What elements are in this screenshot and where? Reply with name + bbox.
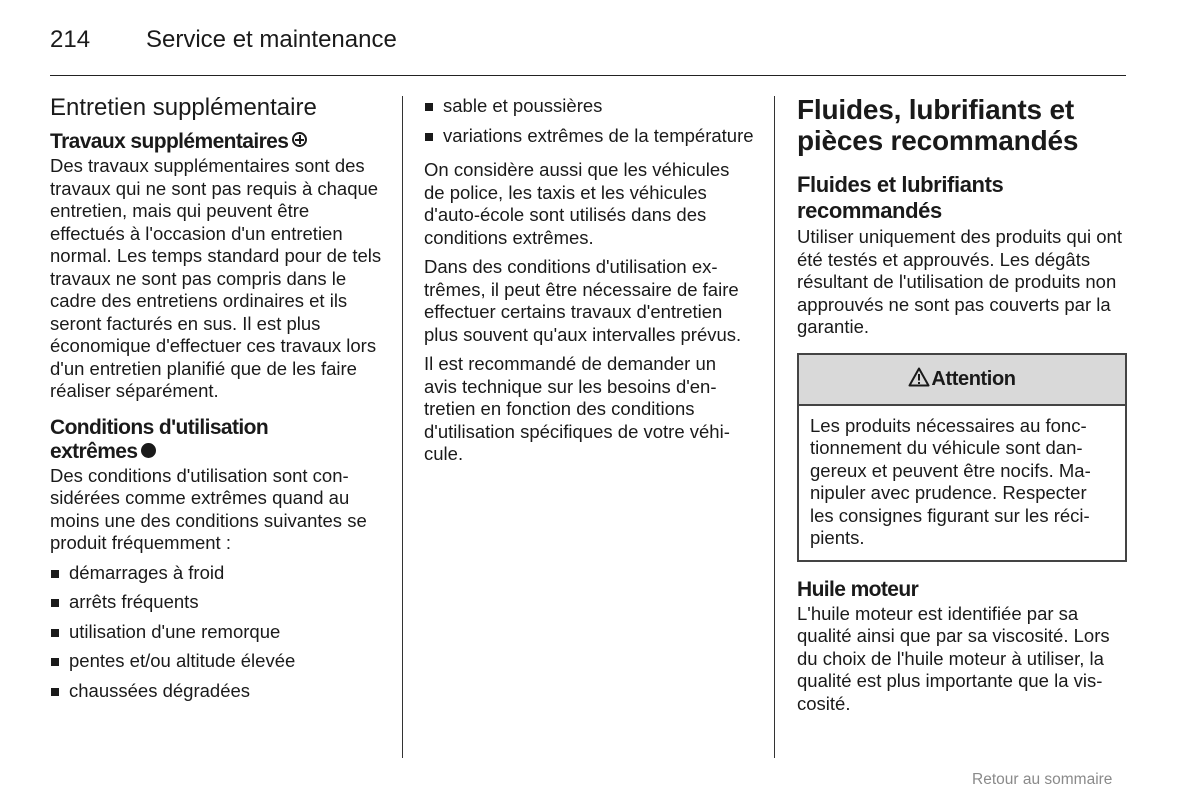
paragraph-huile: L'huile moteur est identifiée par sa qualité ainsi que par sa viscosité. Lors du choix de l'huile moteur à utiliser, la qualité est plus importante que la viscosité. [797,602,1110,714]
column-1 [50,94,384,710]
attention-box [797,353,1127,562]
section-heading-entretien: Entretien supplémentaire [50,94,317,121]
bullet-square-icon [51,629,59,637]
list-item: démarrages à froid [50,562,384,585]
list-item: chaussées dégradées [50,680,384,703]
list-item: pentes et/ou altitude élevée [50,650,384,673]
paragraph-travaux: Des travaux supplémentaires sont des travaux qui ne sont pas requis à chaque entretien, mais qui peuvent être effectués à l'occasion d'un entretien normal. Les temps standard pour de tels travaux ne sont pas compris dans le cadre des entretiens ordinaires et ils seront facturés en sus. Il est plus économique d'effectuer ces travaux lors d'un entretien planifié que de les faire réaliser séparément. [50,155,382,401]
column-3 [797,94,1127,722]
subheading-travaux: Travaux supplémentaires [50,130,384,154]
paragraph-vehicules: On considère aussi que les véhicules de police, les taxis et les véhicules d'auto-école sont utilisés dans des conditions extrêmes. [424,159,730,248]
header-divider [50,75,1126,76]
page-header [50,26,397,54]
subheading-fluides-lubrifiants: Fluides et lubrifiants recommandés [797,172,1004,223]
bullet-square-icon [51,658,59,666]
list-item: utilisation d'une remorque [50,621,384,644]
paragraph-conditions: Des conditions d'utilisation sont considérées comme extrêmes quand au moins une des conditions suivantes se produit fréquemment : [50,464,367,553]
page-number: 214 [50,26,91,53]
paragraph-avis-technique: Il est recommandé de demander un avis technique sur les besoins d'entretien en fonction des conditions d'utilisation spécifiques de votre véhicule. [424,353,730,464]
attention-text: Les produits nécessaires au fonctionnement du véhicule sont dangereux et peuvent être nocifs. Manipuler avec prudence. Respecter les consignes figurant sur les récipients. [810,414,1091,548]
column-divider-2 [774,96,775,758]
chapter-title: Service et maintenance [146,26,397,53]
list-item: sable et poussières [424,95,754,118]
attention-header [799,355,1125,406]
attention-title: Attention [931,367,1016,390]
paragraph-entretien-frequent: Dans des conditions d'utilisation extrêmes, il peut être nécessaire de faire effectuer certains travaux d'entretien plus souvent qu'aux intervalles prévus. [424,256,742,345]
subheading-huile-moteur: Huile moteur [797,577,919,601]
warning-triangle-icon [908,357,930,406]
bullet-square-icon [51,570,59,578]
conditions-list-continued [424,95,754,147]
conditions-list [50,562,384,703]
paragraph-produits: Utiliser uniquement des produits qui ont été testés et approuvés. Les dégâts résultant de l'utilisation de produits non approuvés ne sont pas couverts par la garantie. [797,226,1122,337]
column-2 [424,95,754,473]
list-item: variations extrêmes de la température [424,125,754,148]
list-item: arrêts fréquents [50,591,384,614]
bullet-square-icon [51,599,59,607]
circle-plus-icon [292,132,307,147]
back-to-contents-link[interactable]: Retour au sommaire [972,771,1113,788]
subheading-conditions: Conditions d'utilisation extrêmes [50,415,269,463]
column-divider-1 [402,96,403,758]
section-heading-fluides: Fluides, lubrifiants et pièces recommandés [797,94,1079,156]
bullet-square-icon [51,688,59,696]
bullet-square-icon [425,133,433,141]
bullet-square-icon [425,103,433,111]
filled-circle-icon [141,443,156,458]
